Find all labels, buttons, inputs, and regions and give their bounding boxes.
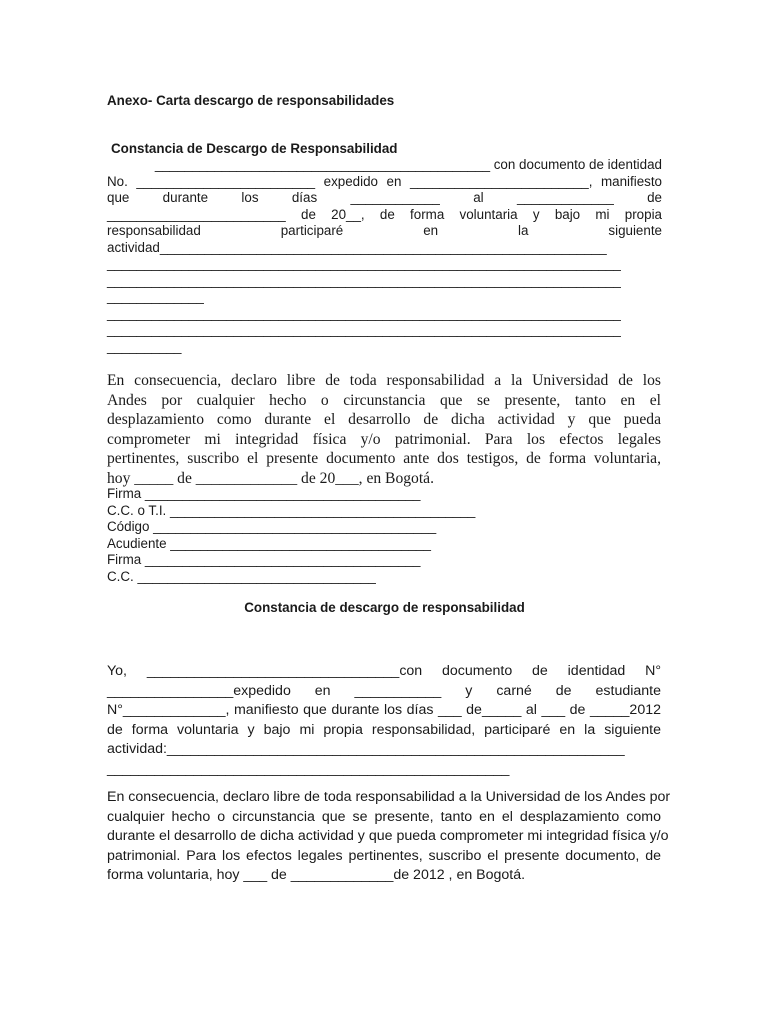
form-line: _____________________________________________________________________ bbox=[107, 322, 621, 337]
form-line: ___________________________________________________ bbox=[107, 760, 510, 777]
declaration-line: En consecuencia, declaro libre de toda responsabilidad a la Universidad de los Andes por bbox=[107, 789, 671, 805]
signature-line: Firma _____________________________________ bbox=[107, 486, 421, 501]
declaration-line: hoy _____ de _____________ de 20___, en Bogotá. bbox=[107, 469, 435, 487]
declaration-line: cualquier hecho o circunstancia que se presente, tanto en el desplazamiento como bbox=[107, 808, 661, 825]
form-line: Yo, ________________________________con documento de identidad N° bbox=[107, 663, 661, 679]
form-line: actividad____________________________________________________________ bbox=[107, 239, 607, 255]
signature-line: Firma _____________________________________ bbox=[107, 552, 421, 567]
declaration-line: desplazamiento como durante el desarrollo de dicha actividad y que pueda bbox=[107, 411, 661, 428]
form-line: ________________________ de 20__, de forma voluntaria y bajo mi propia bbox=[107, 206, 662, 222]
signature-line: C.C. o T.I. _________________________________________ bbox=[107, 502, 476, 518]
signature-line: Acudiente ___________________________________ bbox=[107, 535, 431, 551]
signature-line: C.C. ________________________________ bbox=[107, 568, 376, 584]
annex-title: Anexo- Carta descargo de responsabilidades bbox=[107, 93, 395, 108]
declaration-line: pertinentes, suscribo el presente documento ante dos testigos, de forma voluntaria, bbox=[107, 450, 661, 467]
form-line: de forma voluntaria y bajo mi propia responsabilidad, participaré en la siguiente bbox=[107, 721, 661, 738]
declaration-line: En consecuencia, declaro libre de toda responsabilidad a la Universidad de los bbox=[107, 372, 661, 389]
form-line: responsabilidad participaré en la siguiente bbox=[107, 223, 662, 238]
form-line: _____________________________________________ con documento de identidad bbox=[154, 157, 662, 172]
form-line: actividad:__________________________________________________________ bbox=[107, 741, 625, 757]
declaration-line: durante el desarrollo de dicha actividad y que pueda comprometer mi integridad física y/o bbox=[107, 828, 669, 844]
section2-title: Constancia de descargo de responsabilidad bbox=[244, 600, 525, 615]
form-line: N°_____________, manifiesto que durante los días ___ de_____ al ___ de _____2012 bbox=[107, 702, 661, 718]
form-line: _____________ bbox=[107, 289, 204, 304]
form-line: _____________________________________________________________________ bbox=[107, 272, 621, 288]
declaration-line: comprometer mi integridad física y/o patrimonial. Para los efectos legales bbox=[107, 430, 661, 448]
declaration-line: patrimonial. Para los efectos legales pertinentes, suscribo el presente documento, de bbox=[107, 847, 661, 864]
form-line: __________ bbox=[107, 338, 182, 354]
declaration-line: forma voluntaria, hoy ___ de _____________de 2012 , en Bogotá. bbox=[107, 867, 526, 883]
form-line: que durante los días ____________ al _____________ de bbox=[107, 190, 662, 205]
section1-title: Constancia de Descargo de Responsabilidad bbox=[111, 141, 398, 156]
declaration-line: Andes por cualquier hecho o circunstancia que se presente, tanto en el bbox=[107, 391, 661, 409]
form-line: No. ________________________ expedido en ________________________, manifiesto bbox=[107, 173, 662, 189]
signature-line: Código ______________________________________ bbox=[107, 519, 437, 534]
form-line: _____________________________________________________________________ bbox=[107, 256, 621, 271]
form-line: ________________expedido en ___________ y carné de estudiante bbox=[107, 682, 661, 699]
form-line: _____________________________________________________________________ bbox=[107, 305, 621, 321]
